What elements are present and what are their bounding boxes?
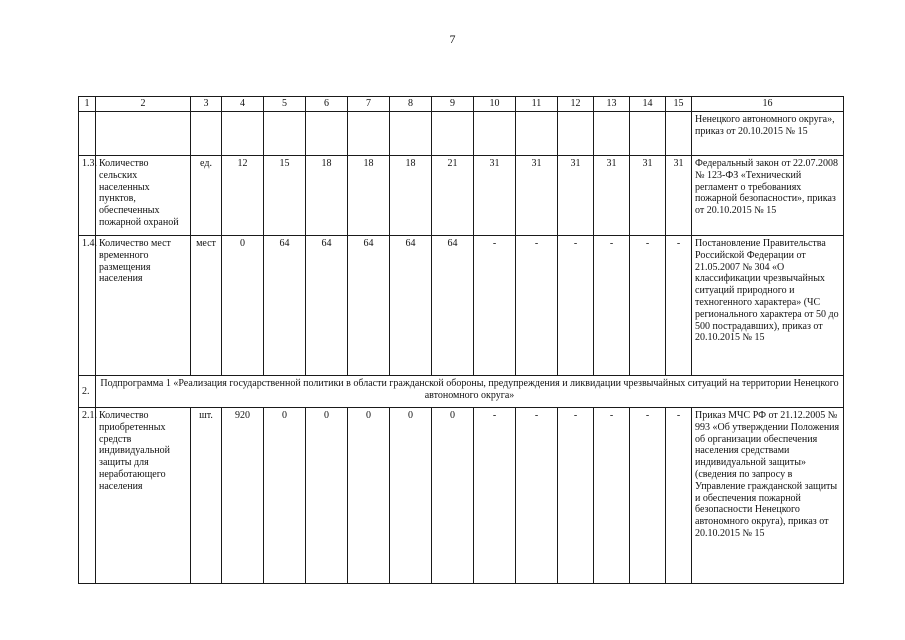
value-cell: 18 [348, 156, 390, 236]
continuation-row [79, 112, 844, 156]
header-cell: 12 [558, 97, 594, 112]
header-cell: 14 [630, 97, 666, 112]
value-cell: 31 [594, 156, 630, 236]
unit-cell: мест [191, 236, 222, 376]
cell-empty [191, 112, 222, 156]
value-cell: 64 [306, 236, 348, 376]
value-cell: 64 [390, 236, 432, 376]
indicators-table [78, 96, 844, 584]
value-cell: 21 [432, 156, 474, 236]
value-cell: - [630, 408, 666, 584]
header-cell: 13 [594, 97, 630, 112]
value-cell: - [558, 408, 594, 584]
header-row [79, 97, 844, 112]
row-number: 1.4. [79, 236, 96, 376]
cell-empty [306, 112, 348, 156]
cell-empty [630, 112, 666, 156]
header-cell: 2 [96, 97, 191, 112]
unit-cell: шт. [191, 408, 222, 584]
cell-empty [390, 112, 432, 156]
value-cell: 64 [348, 236, 390, 376]
header-cell: 6 [306, 97, 348, 112]
value-cell: 15 [264, 156, 306, 236]
value-cell: - [474, 236, 516, 376]
value-cell: 18 [306, 156, 348, 236]
row-number: 2.1. [79, 408, 96, 584]
value-cell: 0 [348, 408, 390, 584]
header-cell: 15 [666, 97, 692, 112]
source-cell: Ненецкого автономного округа», приказ от 20.10.2015 № 15 [692, 112, 844, 156]
header-cell: 11 [516, 97, 558, 112]
row-number: 1.3. [79, 156, 96, 236]
value-cell: - [516, 236, 558, 376]
value-cell: 31 [558, 156, 594, 236]
header-cell: 5 [264, 97, 306, 112]
cell-empty [96, 112, 191, 156]
header-cell: 1 [79, 97, 96, 112]
page-number: 7 [449, 32, 456, 46]
header-cell: 9 [432, 97, 474, 112]
cell-empty [594, 112, 630, 156]
cell-empty [79, 112, 96, 156]
value-cell: - [666, 408, 692, 584]
value-cell: - [594, 236, 630, 376]
cell-empty [348, 112, 390, 156]
value-cell: - [474, 408, 516, 584]
table-row [79, 236, 844, 376]
cell-empty [666, 112, 692, 156]
indicator-name: Количество сельских населенных пунктов, обеспеченных пожарной охраной [96, 156, 191, 236]
value-cell: - [666, 236, 692, 376]
value-cell: 18 [390, 156, 432, 236]
header-cell: 7 [348, 97, 390, 112]
value-cell: 31 [474, 156, 516, 236]
cell-empty [474, 112, 516, 156]
header-cell: 4 [222, 97, 264, 112]
value-cell: 64 [264, 236, 306, 376]
header-cell: 3 [191, 97, 222, 112]
header-cell: 8 [390, 97, 432, 112]
indicator-name: Количество приобретенных средств индивидуальной защиты для неработающего населения [96, 408, 191, 584]
source-cell: Постановление Правительства Российской Федерации от 21.05.2007 № 304 «О классификации чрезвычайных ситуаций природного и техногенного характера» (ЧС регионального характера от 50 до 500 пострадавших), приказ от 20.10.2015 № 15 [692, 236, 844, 376]
value-cell: 0 [222, 236, 264, 376]
unit-cell: ед. [191, 156, 222, 236]
source-cell: Приказ МЧС РФ от 21.12.2005 № 993 «Об утверждении Положения об организации обеспечения населения средствами индивидуальной защиты» (сведения по запросу в Управление гражданской защиты и обеспечения пожарной безопасности Ненецкого автономного округа), приказ от 20.10.2015 № 15 [692, 408, 844, 584]
cell-empty [264, 112, 306, 156]
header-cell: 16 [692, 97, 844, 112]
cell-empty [222, 112, 264, 156]
value-cell: - [630, 236, 666, 376]
cell-empty [432, 112, 474, 156]
table-row [79, 408, 844, 584]
value-cell: 31 [630, 156, 666, 236]
value-cell: 0 [264, 408, 306, 584]
value-cell: - [558, 236, 594, 376]
source-cell: Федеральный закон от 22.07.2008 № 123-ФЗ «Технический регламент о требованиях пожарной безопасности», приказ от 20.10.2015 № 15 [692, 156, 844, 236]
value-cell: - [594, 408, 630, 584]
row-number: 2. [79, 376, 96, 408]
value-cell: 0 [306, 408, 348, 584]
header-cell: 10 [474, 97, 516, 112]
value-cell: 0 [432, 408, 474, 584]
table-row [79, 156, 844, 236]
value-cell: 0 [390, 408, 432, 584]
value-cell: 12 [222, 156, 264, 236]
cell-empty [516, 112, 558, 156]
indicator-name: Количество мест временного размещения населения [96, 236, 191, 376]
value-cell: 31 [516, 156, 558, 236]
value-cell: - [516, 408, 558, 584]
cell-empty [558, 112, 594, 156]
subprogram-row [79, 376, 844, 408]
value-cell: 31 [666, 156, 692, 236]
value-cell: 64 [432, 236, 474, 376]
value-cell: 920 [222, 408, 264, 584]
subprogram-title: Подпрограмма 1 «Реализация государственной политики в области гражданской обороны, предупреждения и ликвидации чрезвычайных ситуаций на территории Ненецкого автономного округа» [96, 376, 844, 408]
